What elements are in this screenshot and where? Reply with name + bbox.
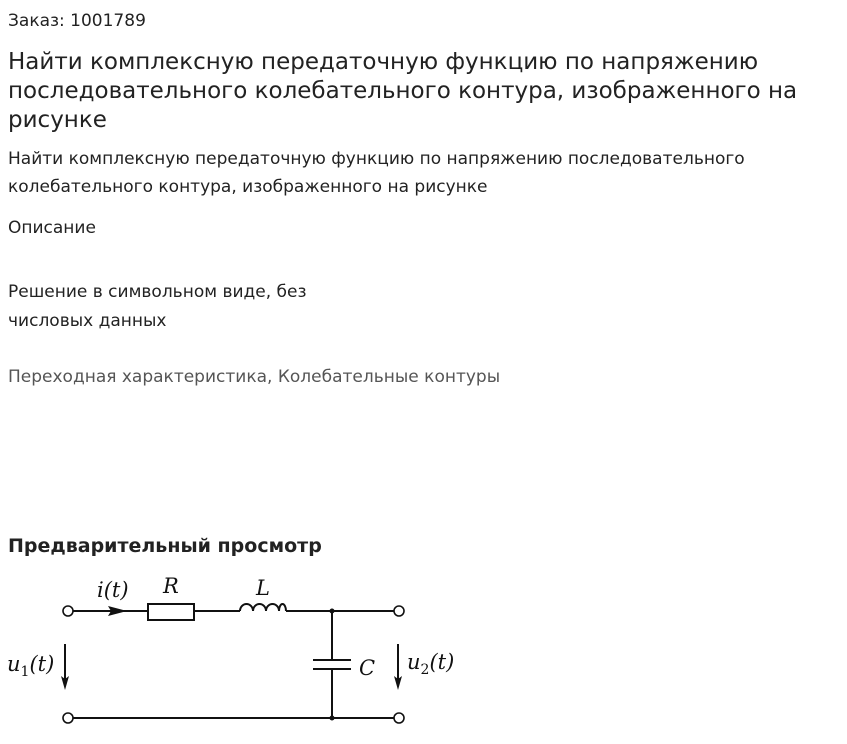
junction-dot-top [330,609,335,614]
page-title: Найти комплексную передаточную функцию по напряжению последовательного колебательного контура, изображенного на рисунке [8,49,798,133]
tag-link-oscillatory-circuits[interactable]: Колебательные контуры [277,367,501,387]
output-terminal-bottom [394,713,404,723]
tag-link-transient-response[interactable]: Переходная характеристика [8,367,268,387]
output-voltage-label: $u_2(t)$ [407,650,455,678]
order-number: Заказ: 1001789 [8,11,146,31]
solution-text: Решение в символьном виде, без числовых данных [8,282,307,331]
capacitor-label: C [359,656,376,680]
inductor-label: L [256,576,270,600]
input-voltage-label: $u_1(t)$ [7,652,55,680]
output-terminal-top [394,606,404,616]
circuit-diagram [0,568,480,738]
input-terminal-top [63,606,73,616]
tag-separator: , [267,367,278,387]
junction-dot-bottom [330,716,335,721]
resistor-symbol [148,604,194,620]
current-label: i(t) [97,578,129,602]
tags-list [8,365,500,389]
resistor-label: R [163,574,179,598]
preview-heading: Предварительный просмотр [8,535,322,557]
task-description: Найти комплексную передаточную функцию по напряжению последовательного колебательного контура, изображенного на рисунке [8,149,745,197]
inductor-symbol [240,604,286,611]
input-terminal-bottom [63,713,73,723]
description-label: Описание [8,218,96,238]
